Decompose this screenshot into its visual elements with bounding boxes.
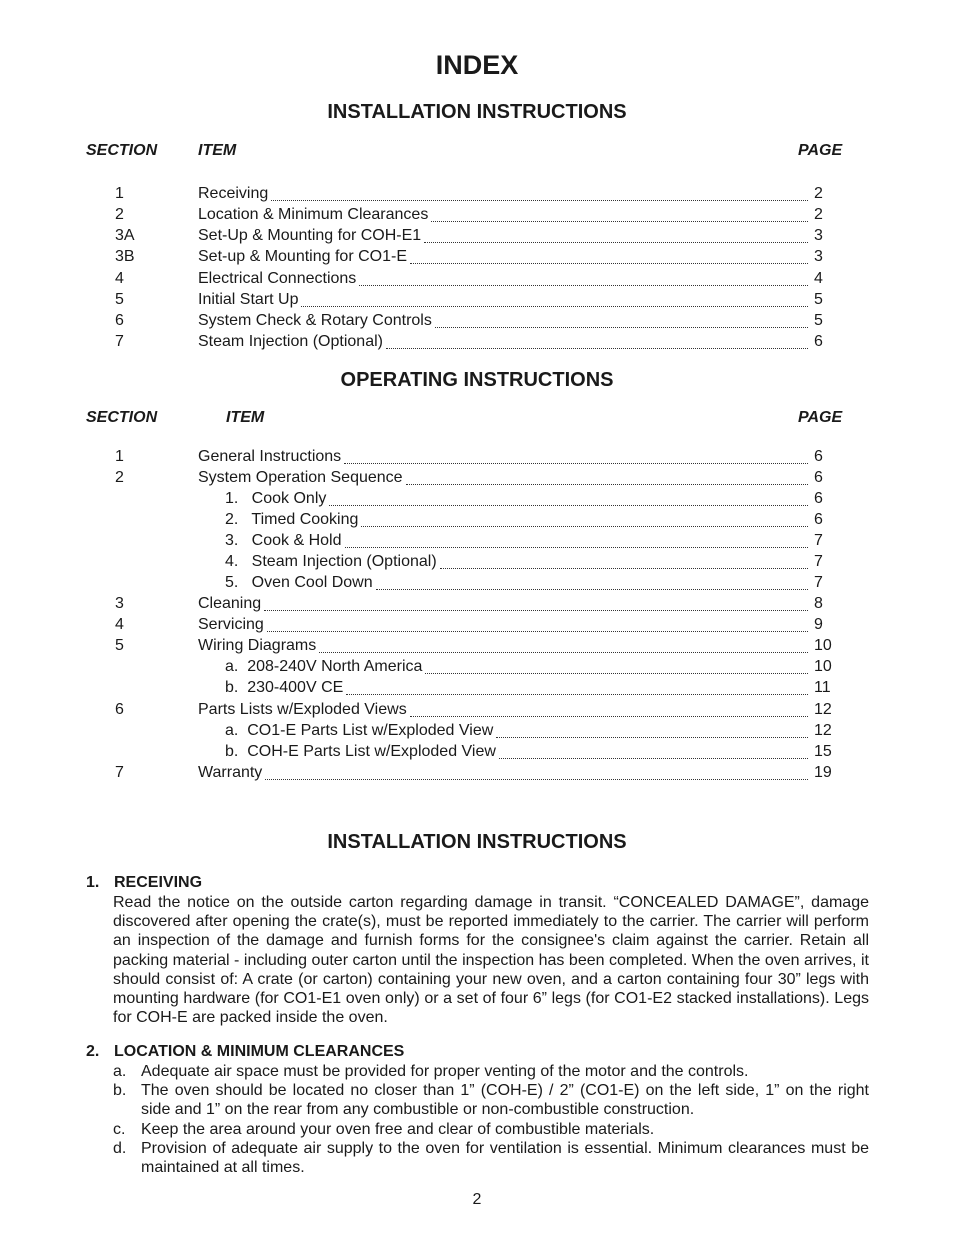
toc-page-number: 10 [814,658,832,675]
toc-item-label: b. COH-E Parts List w/Exploded View [225,743,496,760]
toc-item-label: Set-Up & Mounting for COH-E1 [198,227,422,244]
toc-section-number: 3B [115,248,135,265]
list-item-text: Provision of adequate air supply to the oven for ventilation is essential. Minimum clearances must be maintained at all times. [141,1140,869,1177]
list-item [113,1081,869,1120]
toc-page-number: 7 [814,553,823,570]
toc-row[interactable] [0,593,954,614]
toc-page-number: 4 [814,270,823,287]
toc-section-number: 1 [115,185,124,202]
toc-section-number: 7 [115,764,124,781]
dot-leader [265,779,808,780]
toc-item-label: Receiving [198,185,269,202]
toc-page-number: 10 [814,637,832,654]
dot-leader [386,348,808,349]
toc-section-number: 3 [115,595,124,612]
toc-row[interactable] [0,289,954,310]
section-clearances-heading [86,1043,404,1061]
toc-section-number: 4 [115,616,124,633]
toc-row[interactable] [0,310,954,331]
toc-row[interactable] [0,741,954,762]
dot-leader [359,285,808,286]
toc-page-number: 3 [814,227,823,244]
col-section-header: SECTION [86,409,158,426]
dot-leader [376,589,808,590]
toc-item-label: General Instructions [198,448,342,465]
toc-row[interactable] [0,467,954,488]
toc-page-number: 6 [814,333,823,350]
toc-page-number: 19 [814,764,832,781]
section-title: RECEIVING [114,874,203,891]
toc-item-label: b. 230-400V CE [225,679,344,696]
toc-row[interactable] [0,677,954,698]
toc-row[interactable] [0,551,954,572]
toc-section-number: 2 [115,206,124,223]
list-item [113,1139,869,1178]
list-item [113,1062,869,1081]
toc-item-label: 1. Cook Only [225,490,327,507]
toc-section-number: 4 [115,270,124,287]
index-title: INDEX [435,50,519,80]
operating-index-heading: OPERATING INSTRUCTIONS [340,369,614,391]
col-page-header: PAGE [798,409,843,426]
col-item-header: ITEM [226,409,265,426]
toc-section-number: 6 [115,701,124,718]
installation-index-heading: INSTALLATION INSTRUCTIONS [327,101,627,123]
toc-row[interactable] [0,509,954,530]
list-item-text: Adequate air space must be provided for proper venting of the motor and the controls. [141,1063,749,1080]
toc-row[interactable] [0,530,954,551]
toc-page-number: 3 [814,248,823,265]
toc-page-number: 5 [814,291,823,308]
toc-section-number: 3A [115,227,135,244]
dot-leader [424,242,808,243]
toc-item-label: Electrical Connections [198,270,357,287]
toc-page-number: 8 [814,595,823,612]
toc-item-label: a. CO1-E Parts List w/Exploded View [225,722,494,739]
col-page-header: PAGE [798,142,843,159]
toc-item-label: System Check & Rotary Controls [198,312,432,329]
toc-item-label: 5. Oven Cool Down [225,574,373,591]
dot-leader [406,484,808,485]
toc-item-label: Parts Lists w/Exploded Views [198,701,407,718]
toc-row[interactable] [0,225,954,246]
toc-item-label: 3. Cook & Hold [225,532,342,549]
toc-section-number: 6 [115,312,124,329]
dot-leader [344,463,808,464]
toc-row[interactable] [0,204,954,225]
toc-section-number: 2 [115,469,124,486]
dot-leader [440,568,808,569]
list-marker: d. [113,1140,127,1157]
section-title: LOCATION & MINIMUM CLEARANCES [114,1043,405,1060]
toc-item-label: Set-up & Mounting for CO1-E [198,248,407,265]
dot-leader [361,526,808,527]
toc-page-number: 2 [814,185,823,202]
dot-leader [410,263,808,264]
toc-item-label: 4. Steam Injection (Optional) [225,553,437,570]
col-section-header: SECTION [86,142,158,159]
toc-page-number: 12 [814,722,832,739]
dot-leader [271,200,808,201]
dot-leader [267,631,808,632]
page-number: 2 [472,1191,482,1208]
toc-row[interactable] [0,614,954,635]
toc-row[interactable] [0,762,954,783]
dot-leader [264,610,808,611]
toc-page-number: 9 [814,616,823,633]
list-item-text: Keep the area around your oven free and clear of combustible materials. [141,1121,655,1138]
list-item [113,1120,869,1139]
dot-leader [346,694,808,695]
toc-item-label: Warranty [198,764,263,781]
dot-leader [425,673,808,674]
toc-page-number: 6 [814,490,823,507]
section-receiving-heading [86,874,202,892]
list-marker: b. [113,1082,127,1099]
toc-row[interactable] [0,331,954,352]
toc-section-number: 7 [115,333,124,350]
dot-leader [329,505,808,506]
section-number: 2. [86,1043,100,1060]
toc-page-number: 7 [814,532,823,549]
toc-row[interactable] [0,635,954,656]
dot-leader [435,327,808,328]
dot-leader [301,306,808,307]
toc-page-number: 6 [814,511,823,528]
toc-row[interactable] [0,246,954,267]
receiving-paragraph: Read the notice on the outside carton regarding damage in transit. “CONCEALED DAMAGE”, damage discovered after opening the crate(s), must be reported immediately to the carrier. The carrier will perform an inspection of the damage and furnish forms for the consignee's claim against the carrier. Retain all packing material - including outer carton until the inspection has been completed. When the oven arrives, it should consist of: A crate (or carton) containing your new oven, and a carton containing four 30” legs with mounting hardware (for CO1-E1 oven only) or a set of four 6” legs (for CO1-E2 stacked installations). Legs for COH-E are packed inside the oven. [113,894,869,1027]
toc-page-number: 11 [814,679,831,696]
toc-item-label: Location & Minimum Clearances [198,206,429,223]
list-marker: c. [113,1121,126,1138]
toc-row[interactable] [0,268,954,289]
dot-leader [410,716,808,717]
toc-item-label: Wiring Diagrams [198,637,317,654]
toc-item-label: Cleaning [198,595,262,612]
col-item-header: ITEM [198,142,237,159]
toc-page-number: 5 [814,312,823,329]
list-marker: a. [113,1063,127,1080]
toc-row[interactable] [0,699,954,720]
toc-item-label: 2. Timed Cooking [225,511,359,528]
toc-item-label: Steam Injection (Optional) [198,333,383,350]
toc-item-label: Servicing [198,616,264,633]
toc-section-number: 1 [115,448,124,465]
toc-page-number: 7 [814,574,823,591]
toc-row[interactable] [0,720,954,741]
installation-heading: INSTALLATION INSTRUCTIONS [327,831,627,853]
toc-page-number: 15 [814,743,832,760]
toc-page-number: 6 [814,469,823,486]
toc-row[interactable] [0,572,954,593]
dot-leader [496,737,808,738]
toc-section-number: 5 [115,291,124,308]
toc-page-number: 12 [814,701,832,718]
dot-leader [319,652,808,653]
toc-row[interactable] [0,446,954,467]
toc-page-number: 2 [814,206,823,223]
toc-page-number: 6 [814,448,823,465]
toc-row[interactable] [0,183,954,204]
toc-item-label: Initial Start Up [198,291,299,308]
dot-leader [345,547,809,548]
list-item-text: The oven should be located no closer than 1” (COH-E) / 2” (CO1-E) on the left side, 1” on the right side and 1” on the rear from any combustible or non-combustible construction. [141,1082,869,1119]
toc-item-label: System Operation Sequence [198,469,403,486]
toc-row[interactable] [0,488,954,509]
toc-item-label: a. 208-240V North America [225,658,423,675]
toc-section-number: 5 [115,637,124,654]
section-number: 1. [86,874,100,891]
dot-leader [431,221,808,222]
dot-leader [499,758,808,759]
toc-row[interactable] [0,656,954,677]
